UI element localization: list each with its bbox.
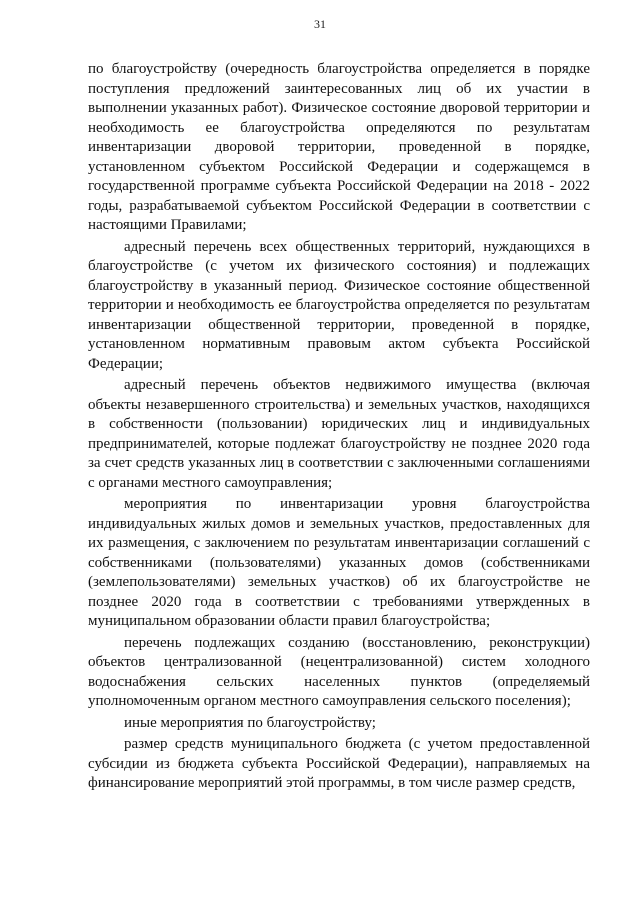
paragraph-public-territories-list: адресный перечень всех общественных территорий, нуждающихся в благоустройстве (с учетом их физического состояния) и подлежащих благоустройству в указанный период. Физическое состояние общественной территории и необходимость ее благоустройства определяется по результатам инвентаризации общественной территории, проведенной в порядке, установленном нормативным правовым актом субъекта Российской Федерации; <box>88 238 590 372</box>
paragraph-real-estate-list: адресный перечень объектов недвижимого имущества (включая объекты незавершенного строительства) и земельных участков, находящихся в собственности (пользовании) юридических лиц и индивидуальных предпринимателей, которые подлежат благоустройству не позднее 2020 года за счет средств указанных лиц в соответствии с заключенными соглашениями с органами местного самоуправления; <box>88 377 590 491</box>
paragraph-other-measures: иные мероприятия по благоустройству; <box>124 714 376 731</box>
paragraph-water-supply-objects: перечень подлежащих созданию (восстановлению, реконструкции) объектов централизованной (нецентрализованной) систем холодного водоснабжения сельских населенных пунктов (определяемый уполномоченным органом местного самоуправления сельского поселения); <box>88 634 590 709</box>
document-body <box>88 60 590 796</box>
paragraph-inventory-measures: мероприятия по инвентаризации уровня благоустройства индивидуальных жилых домов и земельных участков, предоставленных для их размещения, с заключением по результатам инвентаризации соглашений с собственниками (пользователями) указанных домов (собственниками (землепользователями) земельных участков) об их благоустройстве не позднее 2020 года в соответствии с требованиями утвержденных в муниципальном образовании области правил благоустройства; <box>88 496 590 629</box>
paragraph-budget-funds: размер средств муниципального бюджета (с учетом предоставленной субсидии из бюджета субъекта Российской Федерации), направляемых на финансирование мероприятий этой программы, в том числе размер средств, <box>88 736 590 791</box>
page-number: 31 <box>314 17 326 31</box>
paragraph-continuation: по благоустройству (очередность благоустройства определяется в порядке поступления предложений заинтересованных лиц об их участии в выполнении указанных работ). Физическое состояние дворовой территории и необходимость ее благоустройства определяются по результатам инвентаризации дворовой территории, проведенной в порядке, установленном субъектом Российской Федерации и содержащемся в государственной программе субъекта Российской Федерации на 2018 - 2022 годы, разрабатываемой субъектом Российской Федерации в соответствии с настоящими Правилами; <box>88 61 590 233</box>
